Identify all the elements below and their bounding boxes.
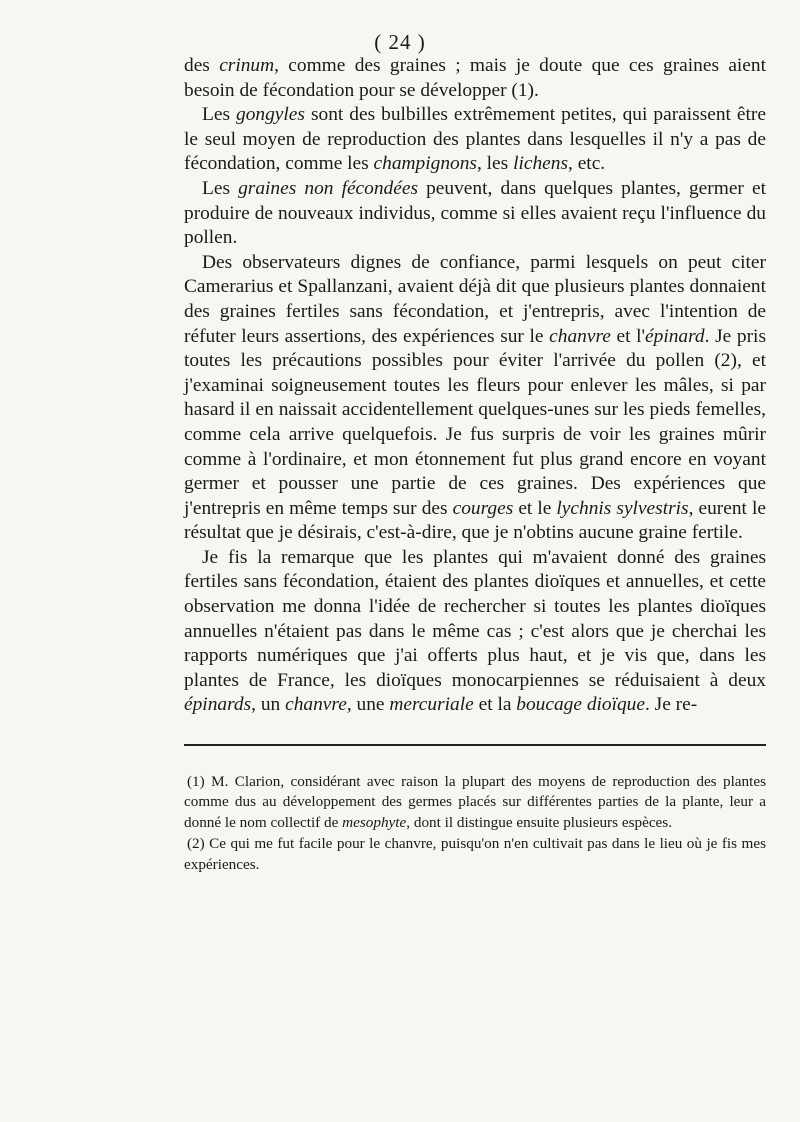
text-run: , les [476,153,514,175]
text-run: sont des bulbilles extrêmement petites, qui paraissent être le seul moyen de reproduction des plantes dans lesquelles il n'y a pas de fécondation, comme les [184,104,766,175]
body-text [184,54,766,718]
italic-text: graines non fécondées [238,177,419,199]
paragraph [184,103,766,177]
text-run: et la [473,694,517,716]
text-run: peuvent, dans quelques plantes, germer et produire de nouveaux individus, comme si elles avaient reçu l'influence du pollen. [184,177,766,249]
text-run: et le [513,497,557,519]
text-run: Les [202,177,239,199]
text-run: Des observateurs dignes de confiance, parmi lesquels on peut citer Camerarius et Spallanzani, avaient déjà dit que plusieurs plantes donnaient des graines fertiles sans fécondation, et j'entrepris, avec l'intention de réfuter leurs assertions, des expériences sur le [184,251,766,347]
text-run: , comme des graines ; mais je doute que ces graines aient besoin de fécondation pour se développer (1). [184,55,767,101]
text-run: , etc. [568,153,606,175]
paragraph [184,54,766,103]
text-run: , une [346,694,390,716]
footnote [184,834,766,875]
paragraph [184,546,766,718]
italic-text: courges [452,497,514,519]
text-run: , dont il distingue ensuite plusieurs espèces. [406,813,673,831]
text-run: (2) Ce qui me fut facile pour le chanvre, puisqu'on n'en cultivait pas dans le lieu où je fis mes expériences. [184,835,766,873]
paragraph [184,177,766,251]
footnote [184,772,766,833]
italic-text: chanvre [285,694,347,716]
text-run: . Je pris toutes les précautions possibles pour éviter l'arrivée du pollen (2), et j'examinai soigneusement toutes les fleurs pour enlever les mâles, si par hasard il en naissait accidentellement quelques-unes sur les pieds femelles, comme cela arrive quelquefois. Je fus surpris de voir les graines mûrir comme à l'ordinaire, et mon étonnement fut plus grand encore en voyant germer et pousser une partie de ces graines. Des expériences que j'entrepris en même temps sur des [184,325,766,519]
italic-text: épinard [645,325,705,347]
italic-text: boucage dioïque [516,694,645,716]
footnote-divider [184,744,766,746]
text-run: , un [251,694,286,716]
page-number: ( 24 ) [374,30,426,54]
text-run: Les [202,104,237,126]
italic-text: crinum [219,55,275,76]
footnotes [184,772,766,876]
italic-text: champignons [373,153,477,175]
text-run: et l' [610,325,646,347]
italic-text: lychnis sylvestris [556,497,689,519]
text-run: . Je re- [644,694,698,716]
paragraph [184,251,766,546]
italic-text: lichens [513,153,568,175]
text-run: des [184,55,220,76]
text-run: , eurent le résultat que je désirais, c'est-à-dire, que je n'obtins aucune graine fertile. [184,497,766,544]
italic-text: chanvre [549,325,611,347]
italic-text: gongyles [236,104,305,126]
text-run: (1) M. Clarion, considérant avec raison la plupart des moyens de reproduction des plantes comme dus au développement des germes placés sur différentes parties de la plante, leur a donné le nom collectif de [184,773,766,831]
text-run: Je fis la remarque que les plantes qui m'avaient donné des graines fertiles sans fécondation, étaient des plantes dioïques et annuelles, et cette observation me donna l'idée de rechercher si toutes les plantes dioïques annuelles n'étaient pas dans le même cas ; c'est alors que je cherchai les rapports numériques que j'ai offerts plus haut, et je vis que, dans les plantes de France, les dioïques monocarpiennes se réduisaient à deux [184,546,766,691]
italic-text: épinards [184,694,252,716]
italic-text: mercuriale [389,694,474,716]
italic-text: mesophyte [342,813,407,831]
